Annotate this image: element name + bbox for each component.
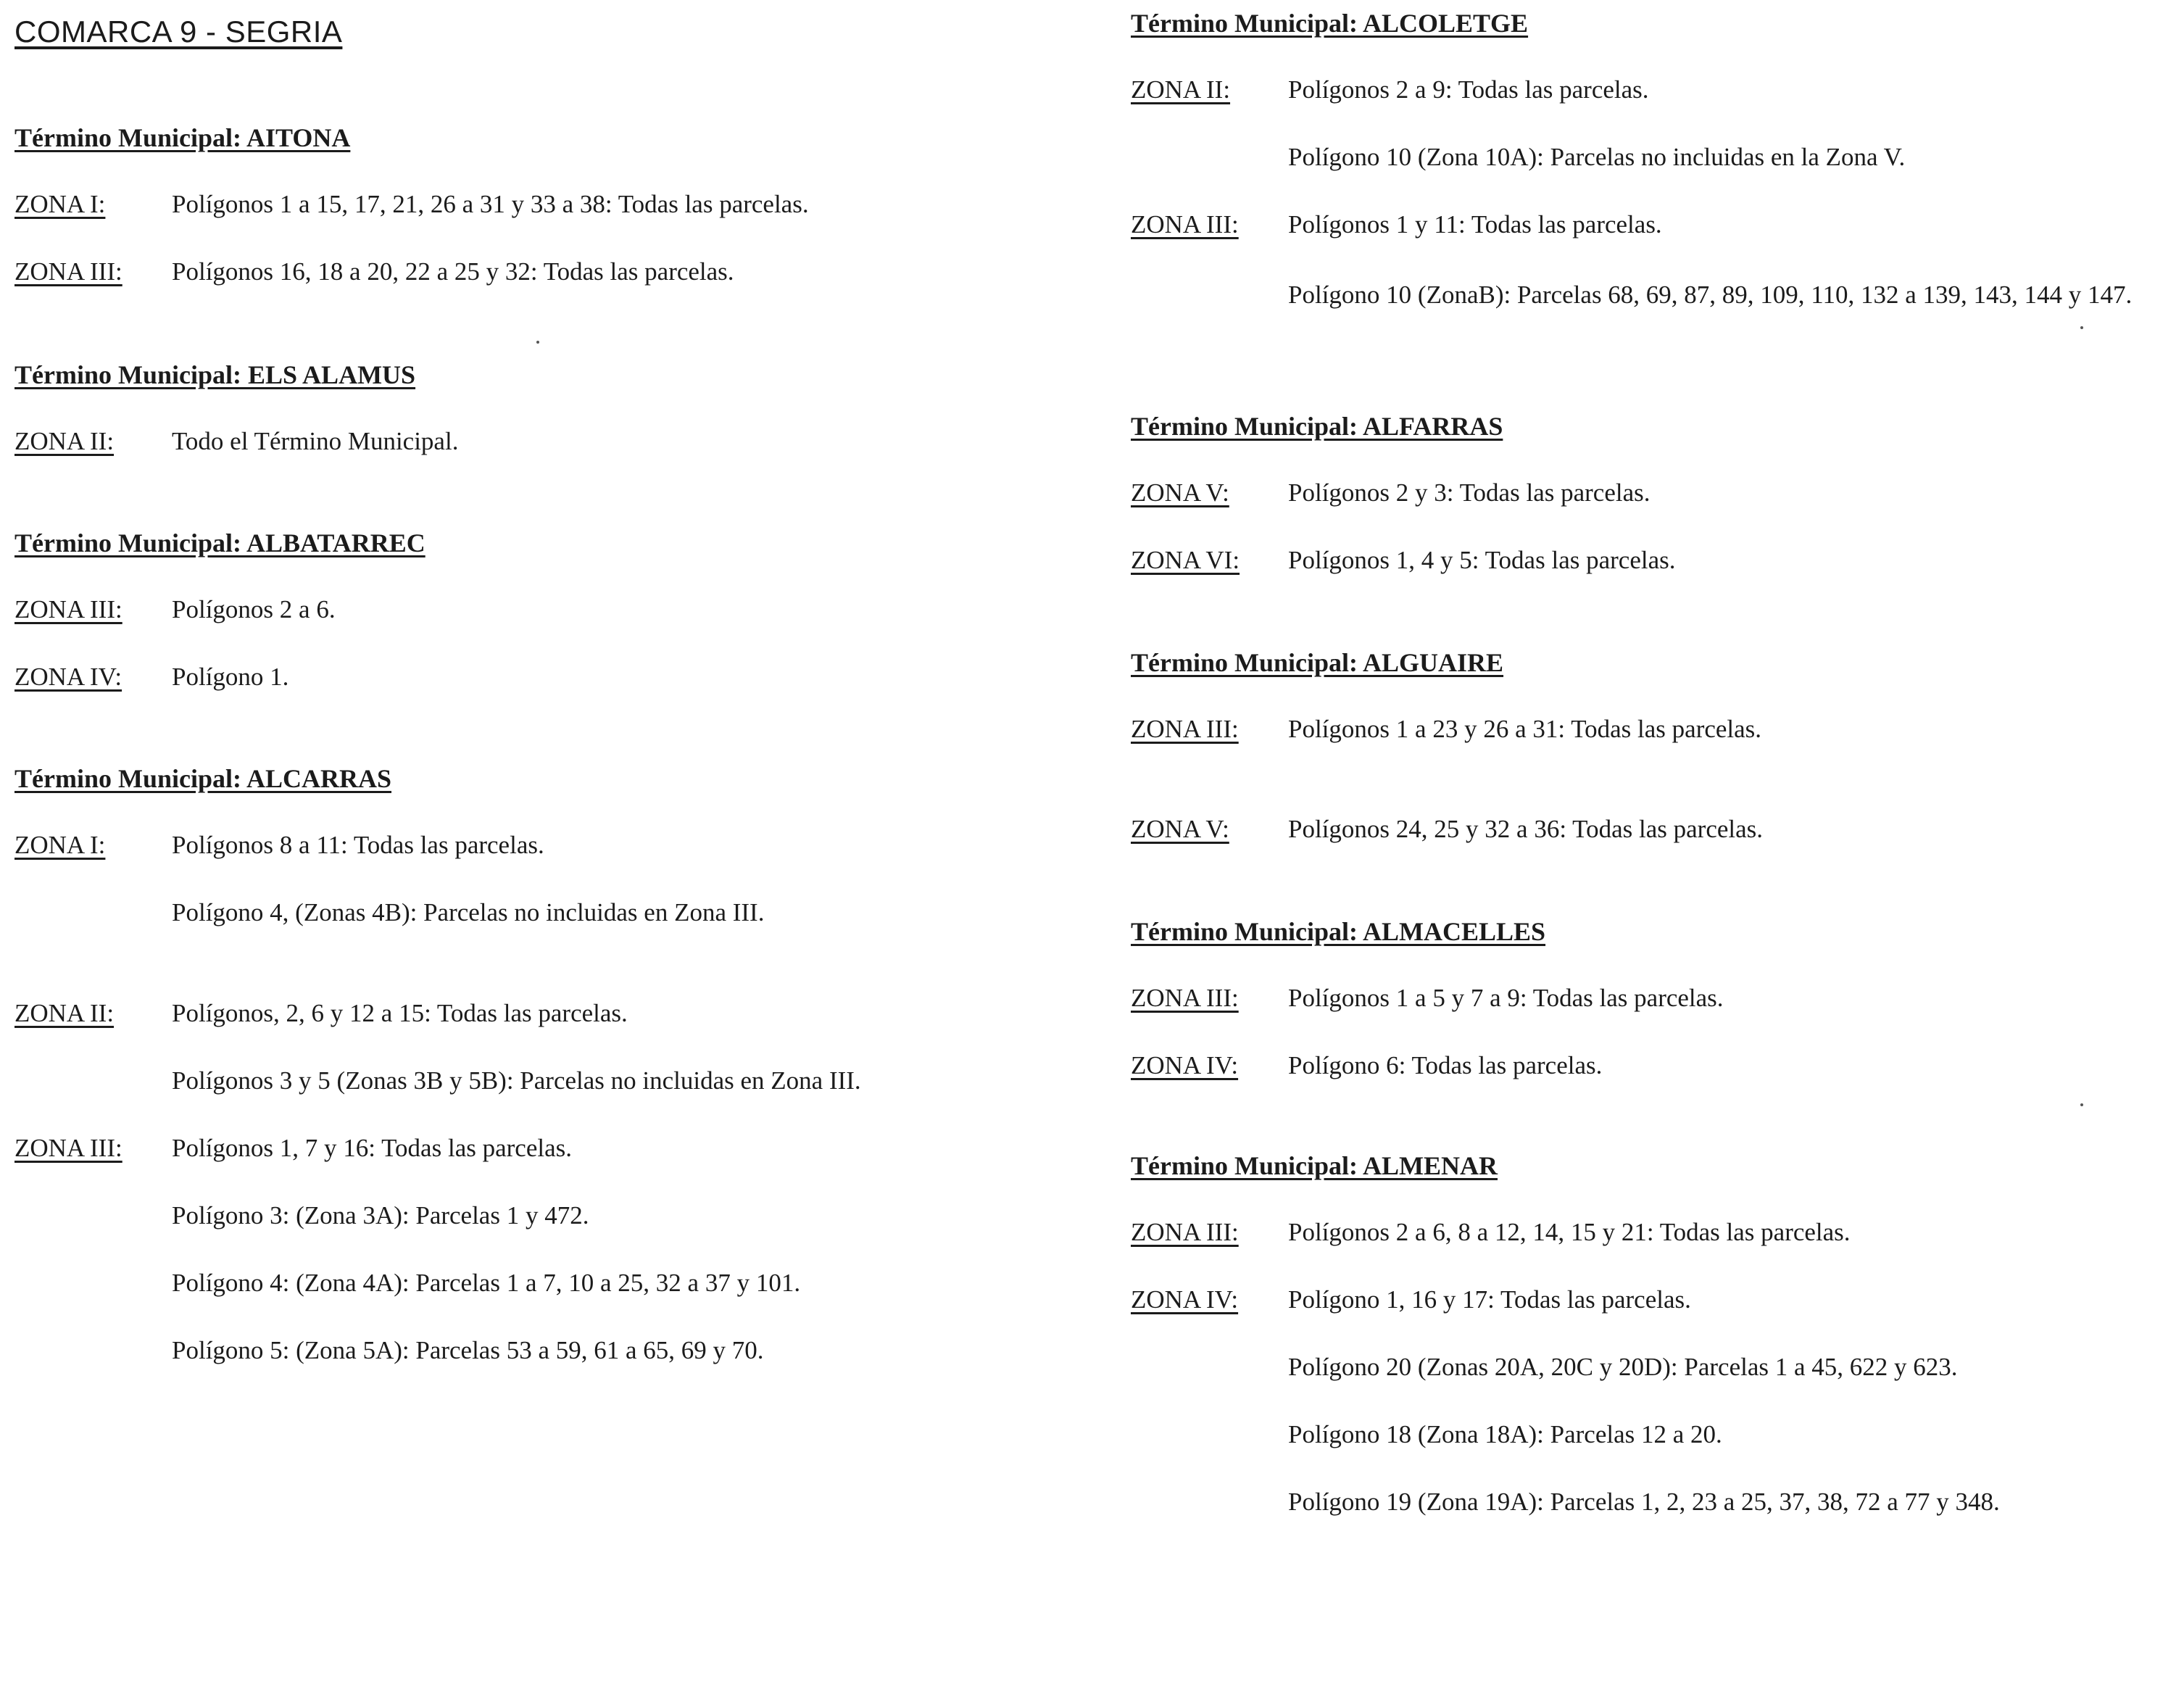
- zone-text: Polígono 4: (Zona 4A): Parcelas 1 a 7, 10 a 25, 32 a 37 y 101.: [172, 1269, 801, 1297]
- zone-line: [14, 999, 1102, 1028]
- zone-label: ZONA IV:: [1131, 1051, 1239, 1079]
- section-alfarras: [1131, 412, 2175, 613]
- zone-line: [1131, 1420, 2175, 1449]
- section-heading: Término Municipal: ELS ALAMUS: [14, 360, 416, 389]
- zone-label: ZONA II:: [14, 999, 115, 1027]
- zone-line: [1131, 278, 2175, 312]
- zone-label: ZONA V:: [1131, 815, 1229, 843]
- zone-label: ZONA III:: [1131, 210, 1239, 239]
- zone-line: [14, 663, 1102, 692]
- zone-line: [14, 1134, 1102, 1163]
- zone-text: Polígono 10 (Zona 10A): Parcelas no incluidas en la Zona V.: [1288, 143, 1906, 171]
- zone-line: [14, 1336, 1102, 1365]
- zone-text: Polígonos 2 a 9: Todas las parcelas.: [1288, 75, 1649, 104]
- section-heading: Término Municipal: ALMENAR: [1131, 1151, 1498, 1180]
- section-heading: Término Municipal: ALCOLETGE: [1131, 9, 1529, 38]
- zone-label: ZONA III:: [1131, 715, 1239, 743]
- zone-text: Polígonos 2 a 6, 8 a 12, 14, 15 y 21: Todas las parcelas.: [1288, 1218, 1851, 1246]
- zone-text: Polígonos 1 a 5 y 7 a 9: Todas las parcelas.: [1288, 984, 1724, 1012]
- zone-text: Polígono 18 (Zona 18A): Parcelas 12 a 20.: [1288, 1420, 1722, 1448]
- section-els-alamus: [14, 360, 1102, 494]
- zone-line: [14, 831, 1102, 860]
- zone-line: [14, 898, 1102, 927]
- section-heading: Término Municipal: ALBATARREC: [14, 528, 425, 557]
- zone-label: ZONA IV:: [14, 663, 123, 691]
- zone-line: [1131, 1353, 2175, 1382]
- zone-text: Polígonos 16, 18 a 20, 22 a 25 y 32: Todas las parcelas.: [172, 257, 734, 286]
- zone-line: [1131, 815, 2175, 844]
- zone-line: [1131, 1051, 2175, 1080]
- zone-line: [1131, 715, 2175, 744]
- zone-line: [1131, 1218, 2175, 1247]
- zone-text: Polígono 3: (Zona 3A): Parcelas 1 y 472.: [172, 1201, 589, 1230]
- zone-text: Polígono 4, (Zonas 4B): Parcelas no incluidas en Zona III.: [172, 898, 765, 926]
- zone-label: ZONA I:: [14, 831, 106, 859]
- zone-text: Polígono 5: (Zona 5A): Parcelas 53 a 59, 61 a 65, 69 y 70.: [172, 1336, 764, 1364]
- zone-line: [1131, 1488, 2175, 1517]
- zone-line: [1131, 478, 2175, 507]
- zone-line: [14, 1201, 1102, 1230]
- scan-speck: [536, 341, 539, 344]
- zone-label: ZONA III:: [14, 1134, 123, 1162]
- zone-label: ZONA III:: [1131, 984, 1239, 1012]
- zone-line: [1131, 1285, 2175, 1314]
- zone-line: [14, 257, 1102, 286]
- zone-text: Polígono 1, 16 y 17: Todas las parcelas.: [1288, 1285, 1691, 1314]
- section-heading: Término Municipal: AITONA: [14, 123, 351, 152]
- zone-text: Polígonos 1 a 23 y 26 a 31: Todas las parcelas.: [1288, 715, 1762, 743]
- zone-label: ZONA VI:: [1131, 546, 1240, 574]
- section-albatarrec: [14, 528, 1102, 730]
- scan-speck: [2080, 1103, 2083, 1106]
- zone-label: ZONA IV:: [1131, 1285, 1239, 1314]
- zone-line: [1131, 75, 2175, 104]
- section-aitona: [14, 123, 1102, 325]
- zone-text: Polígono 6: Todas las parcelas.: [1288, 1051, 1603, 1079]
- zone-line: [14, 1066, 1102, 1095]
- zone-label: ZONA I:: [14, 190, 106, 218]
- section-heading: Término Municipal: ALGUAIRE: [1131, 648, 1504, 677]
- scan-speck: [2080, 326, 2083, 329]
- zone-label: ZONA III:: [14, 257, 123, 286]
- section-alcoletge: [1131, 9, 2175, 312]
- section-alcarras: [14, 764, 1102, 1403]
- section-alguaire: [1131, 648, 2175, 882]
- zone-text: Polígonos 1, 4 y 5: Todas las parcelas.: [1288, 546, 1676, 574]
- zone-line: [1131, 546, 2175, 575]
- zone-label: ZONA III:: [1131, 1218, 1239, 1246]
- zone-text: Polígonos 1 a 15, 17, 21, 26 a 31 y 33 a 38: Todas las parcelas.: [172, 190, 809, 218]
- zone-text: Polígonos 2 y 3: Todas las parcelas.: [1288, 478, 1651, 507]
- section-almenar: [1131, 1151, 2175, 1555]
- zone-text: Polígonos 2 a 6.: [172, 595, 336, 623]
- zone-label: ZONA II:: [1131, 75, 1231, 104]
- zone-text: Polígonos 8 a 11: Todas las parcelas.: [172, 831, 544, 859]
- zone-text: Polígonos 24, 25 y 32 a 36: Todas las parcelas.: [1288, 815, 1764, 843]
- section-heading: Término Municipal: ALMACELLES: [1131, 917, 1546, 946]
- zone-text: Polígono 10 (ZonaB): Parcelas 68, 69, 87, 89, 109, 110, 132 a 139, 143, 144 y 147.: [1288, 281, 2133, 309]
- zone-line: [1131, 210, 2175, 239]
- zone-text: Polígono 19 (Zona 19A): Parcelas 1, 2, 23 a 25, 37, 38, 72 a 77 y 348.: [1288, 1488, 2000, 1516]
- zone-line: [14, 190, 1102, 219]
- zone-text: Polígonos, 2, 6 y 12 a 15: Todas las parcelas.: [172, 999, 628, 1027]
- zone-line: [14, 595, 1102, 624]
- zone-text: Polígono 1.: [172, 663, 289, 691]
- zone-text: Polígonos 1 y 11: Todas las parcelas.: [1288, 210, 1662, 239]
- section-heading: Término Municipal: ALFARRAS: [1131, 412, 1503, 441]
- zone-line: [14, 1269, 1102, 1298]
- section-almacelles: [1131, 917, 2175, 1119]
- zone-label: ZONA V:: [1131, 478, 1229, 507]
- zone-text: Polígono 20 (Zonas 20A, 20C y 20D): Parcelas 1 a 45, 622 y 623.: [1288, 1353, 1958, 1381]
- zone-line: [1131, 143, 2175, 172]
- section-heading: Término Municipal: ALCARRAS: [14, 764, 392, 793]
- zone-line: [14, 427, 1102, 456]
- zone-text: Polígonos 3 y 5 (Zonas 3B y 5B): Parcelas no incluidas en Zona III.: [172, 1066, 861, 1095]
- zone-line: [1131, 984, 2175, 1013]
- zone-label: ZONA III:: [14, 595, 123, 623]
- zone-label: ZONA II:: [14, 427, 115, 455]
- zone-text: Todo el Término Municipal.: [172, 427, 459, 455]
- zone-text: Polígonos 1, 7 y 16: Todas las parcelas.: [172, 1134, 572, 1162]
- page-title: COMARCA 9 - SEGRIA: [14, 14, 343, 49]
